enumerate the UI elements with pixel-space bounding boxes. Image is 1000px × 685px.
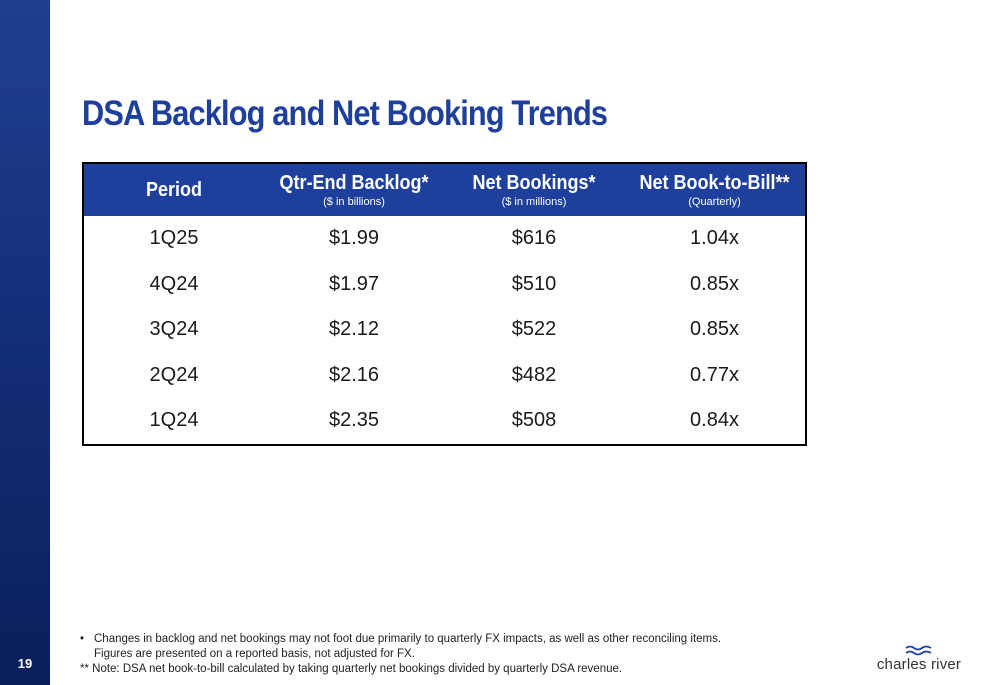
header-label: Net Book-to-Bill** — [639, 172, 790, 194]
header-sublabel: (Quarterly) — [688, 196, 741, 208]
cell-net-bookings: $522 — [511, 318, 557, 341]
table-row — [84, 353, 805, 399]
cell-book-to-bill: 1.04x — [690, 227, 739, 250]
table-row — [84, 262, 805, 308]
cell-net-bookings: $482 — [511, 363, 557, 386]
cell-net-bookings: $510 — [511, 272, 557, 295]
header-label: Qtr-End Backlog* — [279, 172, 429, 194]
header-label: Period — [145, 179, 203, 201]
cell-backlog: $2.12 — [328, 318, 380, 341]
header-sublabel: ($ in millions) — [501, 196, 567, 208]
header-period — [84, 164, 264, 216]
cell-period: 2Q24 — [149, 363, 199, 386]
cell-net-bookings: $616 — [511, 227, 557, 250]
footnote-bullet — [80, 632, 734, 662]
backlog-table — [82, 162, 807, 446]
logo-text: charles river — [876, 656, 962, 673]
company-logo — [874, 644, 964, 674]
page-number: 19 — [17, 656, 33, 671]
cell-period: 4Q24 — [149, 272, 199, 295]
header-backlog — [264, 164, 444, 216]
wave-icon — [905, 644, 933, 656]
footnote-note: ** Note: DSA net book-to-bill calculated by taking quarterly net bookings divided by quarterly DSA revenue. — [80, 663, 623, 675]
header-label: Net Bookings* — [472, 172, 596, 194]
cell-backlog: $2.16 — [328, 363, 380, 386]
bullet-marker: • — [80, 633, 85, 645]
cell-period: 1Q25 — [149, 227, 199, 250]
cell-net-bookings: $508 — [511, 409, 557, 432]
header-sublabel: ($ in billions) — [323, 196, 385, 208]
cell-book-to-bill: 0.84x — [690, 409, 739, 432]
page-title: DSA Backlog and Net Booking Trends — [82, 94, 608, 133]
cell-backlog: $1.99 — [328, 227, 380, 250]
cell-period: 1Q24 — [149, 409, 199, 432]
cell-backlog: $1.97 — [328, 272, 380, 295]
cell-book-to-bill: 0.77x — [690, 363, 739, 386]
sidebar-bar — [0, 0, 50, 685]
table-row — [84, 307, 805, 353]
table-row — [84, 216, 805, 262]
table-row — [84, 398, 805, 444]
cell-backlog: $2.35 — [328, 409, 380, 432]
header-net-bookings — [444, 164, 624, 216]
footnote-bullet-text: Changes in backlog and net bookings may not foot due primarily to quarterly FX impacts, as well as other reconciling items. Figures are presented on a reported basis, not adjusted for FX. — [94, 633, 722, 660]
cell-period: 3Q24 — [149, 318, 199, 341]
header-book-to-bill — [624, 164, 805, 216]
footnotes — [80, 632, 734, 677]
table-header-row — [84, 164, 805, 216]
cell-book-to-bill: 0.85x — [690, 272, 739, 295]
cell-book-to-bill: 0.85x — [690, 318, 739, 341]
